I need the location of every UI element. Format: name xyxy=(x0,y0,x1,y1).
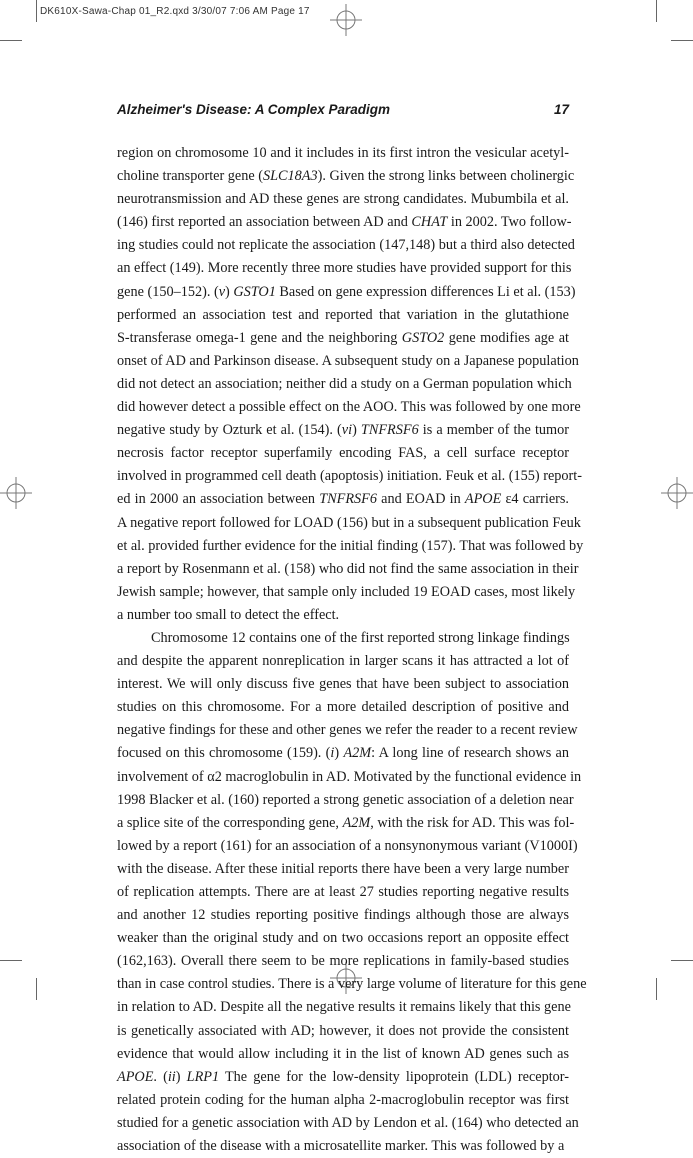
text-line: negative study by Ozturk et al. (154). (vi) TNFRSF6 is a member of the tumor xyxy=(117,422,569,439)
text-line: 1998 Blacker et al. (160) reported a strong genetic association of a deletion near xyxy=(117,791,574,808)
text-line: focused on this chromosome (159). (i) A2M: A long line of research shows an xyxy=(117,745,570,762)
text-line: with the disease. After these initial reports there have been a very large number xyxy=(117,860,569,877)
running-head-title: Alzheimer's Disease: A Complex Paradigm xyxy=(117,102,391,117)
text-line: weaker than the original study and on two occasions report an opposite effect xyxy=(117,930,569,947)
text-line: studies on this chromosome. For a more detailed description of positive and xyxy=(117,699,569,716)
crop-mark-bottom-right-h xyxy=(671,960,693,961)
text-line: choline transporter gene (SLC18A3). Given the strong links between cholinergic xyxy=(117,168,575,185)
text-line: ed in 2000 an association between TNFRSF6 and EOAD in APOE ε4 carriers. xyxy=(117,491,569,508)
registration-mark-left xyxy=(0,477,32,509)
text-line: negative findings for these and other genes we refer the reader to a recent review xyxy=(117,722,578,739)
text-line: region on chromosome 10 and it includes in its first intron the vesicular acetyl- xyxy=(117,145,569,161)
crop-mark-bottom-right-v xyxy=(656,978,657,1000)
page-number: 17 xyxy=(553,102,569,117)
crop-mark-top-left-v xyxy=(36,0,37,22)
text-line: than in case control studies. There is a very large volume of literature for this gene xyxy=(117,976,587,993)
text-line: involved in programmed cell death (apoptosis) initiation. Feuk et al. (155) report- xyxy=(117,468,582,485)
text-line: did not detect an association; neither did a study on a German population which xyxy=(117,375,572,392)
crop-mark-top-right-v xyxy=(656,0,657,22)
text-line: APOE. (ii) LRP1 The gene for the low-density lipoprotein (LDL) receptor- xyxy=(117,1068,570,1085)
text-line: a report by Rosenmann et al. (158) who did not find the same association in their xyxy=(117,560,579,577)
text-line: necrosis factor receptor superfamily encoding FAS, a cell surface receptor xyxy=(117,445,569,462)
text-line: of replication attempts. There are at least 27 studies reporting negative results xyxy=(117,884,569,900)
text-line: S-transferase omega-1 gene and the neighboring GSTO2 gene modifies age at xyxy=(117,329,569,346)
body-text xyxy=(117,142,587,1158)
text-line: A negative report followed for LOAD (156) but in a subsequent publication Feuk xyxy=(117,514,581,531)
text-line: Jewish sample; however, that sample only included 19 EOAD cases, most likely xyxy=(117,583,576,600)
registration-mark-right xyxy=(661,477,693,509)
text-line: lowed by a report (161) for an association of a nonsynonymous variant (V1000I) xyxy=(117,837,578,854)
text-line: related protein coding for the human alpha 2-macroglobulin receptor was first xyxy=(117,1091,569,1108)
crop-mark-top-right-h xyxy=(671,40,693,41)
text-line: et al. provided further evidence for the initial finding (157). That was followed by xyxy=(117,537,584,554)
text-line: and another 12 studies reporting positive findings although those are always xyxy=(117,907,569,924)
text-line: onset of AD and Parkinson disease. A subsequent study on a Japanese population xyxy=(117,352,579,369)
running-head xyxy=(117,102,569,122)
print-slug: DK610X-Sawa-Chap 01_R2.qxd 3/30/07 7:06 AM Page 17 xyxy=(40,6,310,17)
text-line: studied for a genetic association with AD by Lendon et al. (164) who detected an xyxy=(117,1114,579,1131)
registration-mark-top xyxy=(330,4,362,36)
crop-mark-bottom-left-v xyxy=(36,978,37,1000)
paragraph xyxy=(117,627,587,1158)
text-line: interest. We will only discuss five genes that have been subject to association xyxy=(117,676,569,693)
text-line: (146) first reported an association between AD and CHAT in 2002. Two follow- xyxy=(117,214,572,231)
text-line: (162,163). Overall there seem to be more replications in family-based studies xyxy=(117,953,569,970)
text-line: an effect (149). More recently three more studies have provided support for this xyxy=(117,260,572,277)
paragraph xyxy=(117,142,584,627)
text-line: evidence that would allow including it in the list of known AD genes such as xyxy=(117,1045,569,1062)
text-line: association of the disease with a microsatellite marker. This was followed by a xyxy=(117,1138,565,1155)
text-line: did however detect a possible effect on the AOO. This was followed by one more xyxy=(117,399,581,416)
text-line: a splice site of the corresponding gene, A2M, with the risk for AD. This was fol- xyxy=(117,814,575,831)
text-line: and despite the apparent nonreplication in larger scans it has attracted a lot of xyxy=(117,653,569,670)
crop-mark-bottom-left-h xyxy=(0,960,22,961)
crop-mark-top-left-h xyxy=(0,40,22,41)
text-line: involvement of α2 macroglobulin in AD. Motivated by the functional evidence in xyxy=(117,768,582,785)
text-line: gene (150–152). (v) GSTO1 Based on gene expression differences Li et al. (153) xyxy=(117,283,576,300)
text-line: ing studies could not replicate the association (147,148) but a third also detected xyxy=(117,237,575,254)
text-line: in relation to AD. Despite all the negative results it remains likely that this gene xyxy=(117,999,571,1016)
text-line: neurotransmission and AD these genes are strong candidates. Mubumbila et al. xyxy=(117,191,569,208)
text-line: is genetically associated with AD; however, it does not provide the consistent xyxy=(117,1022,569,1039)
text-line: Chromosome 12 contains one of the first reported strong linkage findings xyxy=(151,629,570,646)
text-line: a number too small to detect the effect. xyxy=(117,606,340,623)
text-line: performed an association test and reported that variation in the glutathione xyxy=(117,306,569,323)
